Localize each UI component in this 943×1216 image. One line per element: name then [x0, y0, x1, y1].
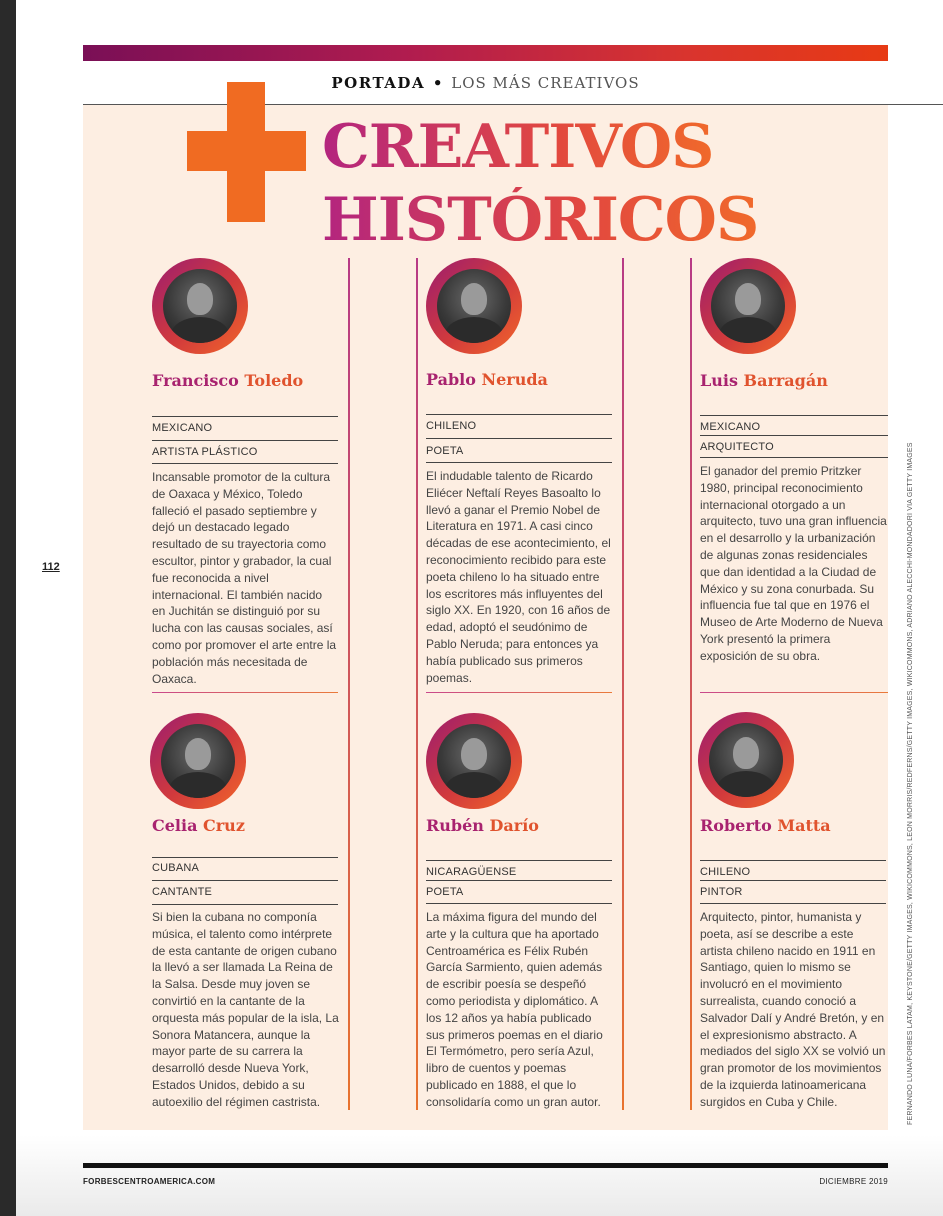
footer-date: DICIEMBRE 2019: [819, 1177, 888, 1186]
profile-bio: Si bien la cubana no componía música, el talento como intérprete de esta cantante de origen cubano la llevó a ser llamada La Reina de la Salsa. Desde muy joven se convirtió en la cantante de la orquesta más popular de la isla, La Sonora Matancera, aunque la mayor parte de su carrera la desarrolló desde Nueva York, Estados Unidos, debido a su autoexilio del régimen castrista.: [152, 910, 339, 1109]
section-header: [83, 74, 888, 92]
rule: [700, 435, 888, 436]
section-separator: •: [432, 74, 444, 92]
page-number: 112: [42, 561, 60, 573]
rule: [426, 880, 612, 881]
column-divider: [622, 258, 624, 1110]
nationality: MEXICANO: [700, 421, 761, 433]
profile-first-name: Luis: [700, 371, 738, 390]
profile-name: [152, 816, 245, 835]
page-title-line-1: CREATIVOS: [322, 112, 714, 182]
nationality: CUBANA: [152, 862, 200, 874]
rule: [152, 440, 338, 441]
profile-name: [700, 816, 831, 835]
section-kicker: PORTADA: [331, 74, 426, 92]
column-divider: [416, 258, 418, 1110]
profile-separator: [426, 692, 612, 693]
photo-credits: FERNANDO LUNA/FORBES LATAM, KEYSTONE/GETTY IMAGES, WIKICOMMONS, LEON MORRIS/REDFERNS/GETTY IMAGES, WIKICOMMONS, ADRIANO ALECCHI-MONDADORI VIA GETTY IMAGES: [907, 442, 914, 1125]
profile-bio: El indudable talento de Ricardo Eliécer Neftalí Reyes Basoalto lo llevó a ganar el Premio Nobel de Literatura en 1971. A casi cinco décadas de ese acontecimiento, el reconocimiento recibido para este poeta chileno lo ha situado entre los escritores más influyentes del siglo XX. En 1920, con 16 años de edad, adoptó el seudónimo de Pablo Neruda; para entonces ya había publicado sus primeros poemas.: [426, 469, 611, 685]
profile-bio: La máxima figura del mundo del arte y la cultura que ha aportado Centroamérica es Félix Rubén García Sarmiento, quien además de escribir poesía se despeñó como periodista y diplomático. A los 12 años ya había publicado sus primeros poemas en el diario El Termómetro, pero sería Azul, libro de cuentos y poemas publicado en 1888, el que lo consolidaría como un gran autor.: [426, 910, 603, 1109]
rule: [152, 857, 338, 858]
profile-name: [152, 371, 303, 390]
profile-first-name: Rubén: [426, 816, 484, 835]
page-title-line-2: HISTÓRICOS: [322, 185, 759, 255]
rule: [426, 860, 612, 861]
rule: [152, 416, 338, 417]
profile-last-name: Matta: [777, 816, 831, 835]
page-bottom-shade: [16, 1135, 943, 1216]
profile-name: [426, 370, 548, 389]
profile-bio: Arquitecto, pintor, humanista y poeta, así se describe a este artista chileno nacido en 1911 en Santiago, quien lo mismo se involucró en el movimiento surrealista, cuando conoció a Salvador Dalí y André Bretón, y en el expresionismo abstracto. A mediados del siglo XX se volvió un gran promotor de los movimientos de la izquierda latinoamericana surgidos en Cuba y Chile.: [700, 910, 886, 1109]
profession: PINTOR: [700, 886, 743, 898]
portrait-roberto-matta: [698, 712, 794, 808]
column-divider: [690, 258, 692, 1110]
profession: ARTISTA PLÁSTICO: [152, 446, 258, 458]
rule: [700, 415, 888, 416]
rule: [700, 880, 886, 881]
column-divider: [348, 258, 350, 1110]
rule: [152, 463, 338, 464]
portrait-ruben-dario: [426, 713, 522, 809]
rule: [152, 904, 338, 905]
profile-last-name: Toledo: [244, 371, 304, 390]
footer-site: FORBESCENTROAMERICA.COM: [83, 1177, 216, 1186]
portrait-celia-cruz: [150, 713, 246, 809]
profile-first-name: Roberto: [700, 816, 772, 835]
nationality: CHILENO: [700, 866, 751, 878]
portrait-pablo-neruda: [426, 258, 522, 354]
profile-last-name: Cruz: [203, 816, 245, 835]
profile-separator: [700, 692, 888, 693]
rule: [426, 903, 612, 904]
section-subtitle: LOS MÁS CREATIVOS: [451, 74, 640, 92]
nationality: NICARAGÜENSE: [426, 866, 517, 878]
rule: [426, 414, 612, 415]
gradient-top-bar: [83, 45, 888, 61]
portrait-francisco-toledo: [152, 258, 248, 354]
portrait-luis-barragan: [700, 258, 796, 354]
profile-bio: El ganador del premio Pritzker 1980, principal reconocimiento internacional otorgado a un arquitecto, tuvo una gran influencia en el desarrollo y la urbanización de algunas zonas residenciales que dan identidad a la Ciudad de México y su zona conurbada. Su influencia fue tal que en 1976 el Museo de Arte Moderno de Nueva York presentó la primera exposición de su obra.: [700, 464, 887, 663]
profile-separator: [152, 692, 338, 693]
profile-last-name: Neruda: [481, 370, 548, 389]
profile-bio: Incansable promotor de la cultura de Oaxaca y México, Toledo falleció el pasado septiembre y dejó un destacado legado resultado de su trayectoria como escultor, pintor y grabador, la cual fue reconocida a nivel internacional. El también nacido en Juchitán se distinguió por su lucha con las causas sociales, así como por promover el arte entre la población más necesitada de Oaxaca.: [152, 470, 337, 686]
plus-icon-bar: [187, 131, 306, 171]
profile-last-name: Darío: [489, 816, 539, 835]
profession: POETA: [426, 445, 464, 457]
nationality: MEXICANO: [152, 422, 213, 434]
rule: [700, 457, 888, 458]
profession: POETA: [426, 886, 464, 898]
rule: [426, 462, 612, 463]
profile-name: [700, 371, 828, 390]
binding-spine: [0, 0, 16, 1216]
profession: ARQUITECTO: [700, 441, 774, 453]
profession: CANTANTE: [152, 886, 213, 898]
profile-first-name: Celia: [152, 816, 198, 835]
profile-name: [426, 816, 539, 835]
rule: [700, 903, 886, 904]
nationality: CHILENO: [426, 420, 477, 432]
footer-rule: [83, 1163, 888, 1168]
profile-last-name: Barragán: [743, 371, 828, 390]
rule: [700, 860, 886, 861]
profile-first-name: Francisco: [152, 371, 239, 390]
rule: [152, 880, 338, 881]
profile-first-name: Pablo: [426, 370, 476, 389]
rule: [426, 438, 612, 439]
